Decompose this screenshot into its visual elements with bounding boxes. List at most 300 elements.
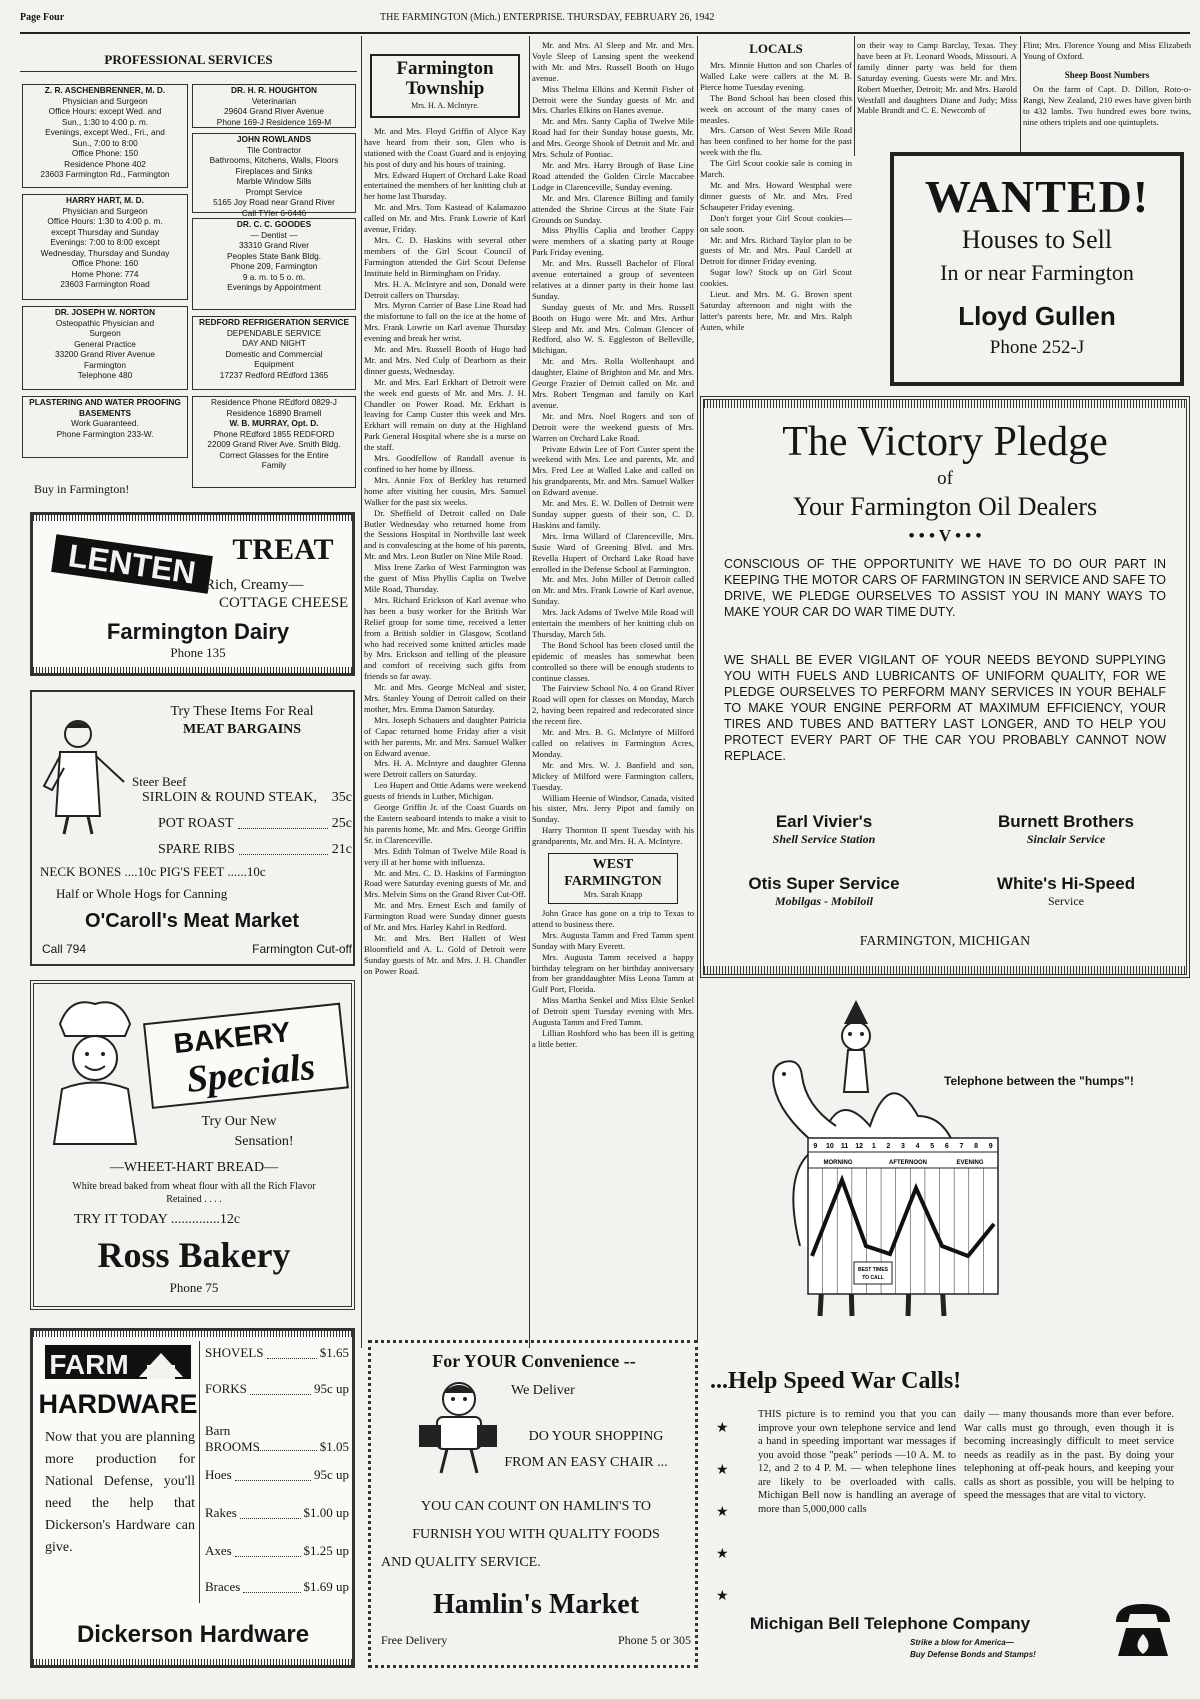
page-number: Page Four	[20, 12, 65, 23]
news-item: Mrs. Annie Fox of Berkley has returned home after visiting her cousin, Mrs. Samuel Walker for the past six weeks.	[364, 474, 526, 507]
masthead-title: THE FARMINGTON (Mich.) ENTERPRISE. THURSDAY, FEBRUARY 26, 1942	[380, 12, 715, 23]
bakery-name: Ross Bakery	[97, 1235, 291, 1275]
victory-subtitle: Your Farmington Oil Dealers	[792, 492, 1098, 521]
news-item: Flint; Mrs. Florence Young and Miss Elizabeth Young of Oxford.	[1023, 40, 1191, 61]
west-farmington-byline: Mrs. Sarah Knapp	[583, 890, 643, 900]
news-item: The Bond School has been closed this week on account of the many cases of measles.	[700, 92, 852, 125]
bakery-bread: —WHEET-HART BREAD—	[109, 1160, 279, 1175]
dealer-sub: Mobilgas - Mobiloil	[774, 894, 873, 908]
card-line: Prompt Service	[245, 186, 303, 197]
news-item: Mr. and Mrs. Earl Erkhart of Detroit were the week end guests of Mr. and Mrs. J. H. Chandler on Power Road. Mr. Erkhart is leaving for Camp Custer this week and Mrs. Erkhart will remain on duty at the Highland Park General Hospital where she is a nurse on the staff.	[364, 376, 526, 453]
card-line: 17237 Redford REdford 1365	[219, 369, 329, 380]
chart-afternoon-label: AFTERNOON	[889, 1160, 927, 1166]
news-item: Miss Thelma Elkins and Kermit Fisher of Detroit were the Sunday guests of Mr. and Mrs. Charles Elkins on Hanes avenue.	[532, 83, 694, 116]
victory-v: • • • V • • •	[908, 526, 982, 545]
news-item: Mrs. H. A. McIntyre and daughter Glenna were Detroit callers on Saturday.	[364, 758, 526, 780]
dairy-ad	[30, 512, 355, 676]
chart-hour-label: 12	[855, 1143, 864, 1150]
card-line: 33200 Grand River Avenue	[55, 349, 155, 359]
wanted-line-1: Houses to Sell	[961, 225, 1113, 254]
card-line: 23603 Farmington Rd., Farmington	[40, 169, 170, 179]
card-line: Work Guaranteed.	[71, 418, 139, 428]
bakery-phone: Phone 75	[169, 1280, 219, 1295]
news-item: Mrs. Augusta Tamm received a happy birthday telegram on her birthday anniversary from her granddaughter Miss Leona Tamm at Gulf Port, Florida.	[532, 951, 694, 995]
township-title-1: Farmington	[396, 58, 494, 79]
hamlin-count-1: YOU CAN COUNT ON HAMLIN'S TO	[420, 1499, 652, 1514]
news-item: Mr. and Mrs. Clarence Billing and family attended the Shrine Circus at the State Fair Grounds on Sunday.	[532, 192, 694, 225]
steer-beef: Steer Beef	[132, 774, 187, 789]
wanted-headline: WANTED!	[924, 171, 1150, 222]
hardware-item	[205, 1467, 349, 1485]
dealer-name: Otis Super Service	[748, 874, 900, 893]
leader-dots	[243, 1579, 300, 1593]
michigan-bell-ad	[700, 988, 1190, 1678]
item-price: 25c	[331, 816, 352, 831]
leader-dots	[258, 1450, 317, 1451]
wanted-name: Lloyd Gullen	[958, 301, 1116, 331]
locals-title: LOCALS	[749, 41, 803, 56]
card-hart	[22, 194, 188, 300]
best-times-label: TO CALL	[862, 1275, 884, 1281]
news-item: Mr. and Mrs. Floyd Griffin of Alyce Kay have heard from their son, Glen who is stationed with the Coast Guard and is enjoying his post of duty and his hours of training.	[364, 125, 526, 169]
card-line: Evenings by Appointment	[227, 282, 321, 292]
hamlin-head: For YOUR Convenience --	[432, 1351, 636, 1371]
hamlin-free-delivery: Free Delivery	[381, 1633, 448, 1647]
bell-headline: ...Help Speed War Calls!	[710, 1368, 962, 1394]
bell-stars	[716, 1408, 746, 1608]
bell-body-left: THIS picture is to remind you that you can improve your own telephone service and lend a hand in speeding important war messages if you avoid those "peak" periods —10 A. M. to 12, and 2 to 4 P. M. — when telephone lines are likely to be overloaded with calls. Michigan Bell now is handling an average of more than 5,000,000 calls	[758, 1409, 956, 1515]
leader-dots	[235, 1467, 311, 1481]
item-price: 95c up	[313, 1467, 349, 1482]
item-label: Rakes	[205, 1505, 237, 1520]
news-item: Mrs. Carson of West Seven Mile Road has been confined to her home for the past week with the flu.	[700, 125, 852, 158]
news-item: Mr. and Mrs. Tom Kastead of Kalamazoo called on Mr. and Mrs. Frank Lowrie of Karl avenue, Friday.	[364, 202, 526, 235]
specials-word: Specials	[184, 1045, 318, 1101]
card-line: 29604 Grand River Avenue	[224, 106, 324, 116]
west-farmington-title-box	[548, 853, 678, 904]
hamlin-shop-2: FROM AN EASY CHAIR ...	[504, 1455, 668, 1470]
victory-title: The Victory Pledge	[782, 419, 1108, 465]
leader-dots	[239, 842, 328, 855]
hardware-name: Dickerson Hardware	[76, 1621, 310, 1648]
card-name: PLASTERING AND WATER PROOFING BASEMENTS	[29, 397, 181, 418]
chart-hour-label: 9	[813, 1143, 818, 1150]
item-price: 35c	[331, 790, 352, 805]
card-line: Evenings, except Wed., Fri., and	[45, 127, 165, 137]
chart-hour-label: 4	[915, 1143, 920, 1150]
card-line: Phone REdford 1855 REDFORD	[213, 428, 335, 439]
news-item: Mr. and Mrs. Russell Bachelor of Floral avenue entertained a group of seventeen relatives at a dinner party in their home last Sunday.	[532, 258, 694, 301]
hardware-item	[205, 1421, 349, 1455]
sheep-title: Sheep Boost Numbers	[1064, 69, 1150, 80]
meat-call: Call 794	[42, 942, 87, 956]
news-item: Mrs. Goodfellow of Randall avenue is confined to her home by illness.	[364, 453, 526, 474]
township-byline: Mrs. H. A. McIntyre.	[411, 101, 479, 110]
chart-morning-label: MORNING	[823, 1160, 853, 1166]
star-icon: ★	[716, 1421, 729, 1436]
chart-hour-label: 11	[840, 1143, 849, 1150]
card-line: Fireplaces and Sinks	[235, 165, 313, 176]
card-line: Peoples State Bank Bldg.	[226, 250, 322, 261]
card-name: REDFORD REFRIGERATION SERVICE	[199, 317, 349, 327]
meat-hogs: Half or Whole Hogs for Canning	[56, 886, 228, 901]
hamlin-count-3: AND QUALITY SERVICE.	[381, 1555, 541, 1570]
news-item: John Grace has gone on a trip to Texas to attend to business there.	[532, 907, 694, 929]
dairy-line-1: Rich, Creamy—	[205, 577, 304, 593]
bell-telephone-caption: Telephone between the "humps"!	[944, 1074, 1134, 1088]
item-price: $1.00 up	[303, 1505, 349, 1520]
bell-strike-1: Strike a blow for America—	[910, 1638, 1014, 1647]
news-item: Miss Phyllis Caplia and brother Cappy were members of a skating party at Rouge Park Friday evening.	[532, 225, 694, 258]
hardware-item	[205, 1381, 349, 1399]
item-price: 95c up	[313, 1381, 349, 1396]
card-line: Call TYler 6-6446	[241, 207, 307, 218]
card-name: JOHN ROWLANDS	[236, 134, 312, 144]
news-item: Lillian Roshford who has been ill is getting a little better.	[532, 1027, 694, 1049]
news-item: Harry Thornton II spent Tuesday with his grandparents, Mr. and Mrs. H. A. McIntyre.	[532, 825, 694, 847]
card-line: Sun., 7:00 to 8:00	[72, 137, 138, 148]
victory-pledge-ad	[700, 396, 1190, 978]
card-line: except Thursday and Sunday	[51, 226, 159, 237]
township-column	[364, 40, 526, 1342]
news-item: William Heenie of Windsor, Canada, visited his sister, Mrs. Jerry Pipot and family on Sunday.	[532, 792, 694, 825]
professional-heading: PROFESSIONAL SERVICES	[20, 52, 357, 72]
news-item: Lieut. and Mrs. M. G. Brown spent Saturday afternoon and night with the latter's parents here, Mr. and Mrs. Ralph Auten, while	[700, 289, 852, 332]
farm-word: FARM	[49, 1349, 129, 1380]
card-line: Tile Contractor	[246, 144, 302, 155]
dealer-whites	[966, 874, 1166, 922]
card-murray	[192, 396, 356, 488]
bakery-ad	[30, 980, 355, 1310]
chart-evening-label: EVENING	[956, 1160, 984, 1166]
news-item: Mr. and Mrs. George McNeal and sister, Mrs. Stanley Young of Detroit called on their mother, Mrs. Emma Damon Saturday.	[364, 682, 526, 714]
card-line: Office Phone: 160	[71, 258, 139, 268]
victory-para-1: CONSCIOUS OF THE OPPORTUNITY WE HAVE TO DO OUR PART IN KEEPING THE MOTOR CARS OF FARMINGTON IN SERVICE AND SAFE TO DRIVE, WE PLEDGE OURSELVES TO ASSIST YOU IN MANY WAYS TO MAKE YOUR CAR DO WAR TIME DUTY.	[724, 557, 1166, 619]
news-item: on their way to Camp Barclay, Texas. They have been at Ft. Leonard Woods, Missouri. A family dinner party was held for them Saturday evening. Guests were Mr. and Mrs. Robert Muether, Detroit; Mr. and Mrs. Harold Westfall and daughters Diane and Judy; Miss Mable Brandt and C. E. Newcomb of	[857, 40, 1017, 116]
card-line: Correct Glasses for the Entire	[219, 449, 329, 460]
hamlin-name: Hamlin's Market	[432, 1589, 640, 1620]
card-line: 33310 Grand River	[238, 240, 310, 250]
bell-company: Michigan Bell Telephone Company	[749, 1614, 1031, 1633]
news-item: Mr. and Mrs. C. D. Haskins of Farmington Road were Saturday evening guests of Mr. and Mrs. Melvin Sims on the Grand River Cut-Off.	[364, 867, 526, 900]
news-item: Mr. and Mrs. Rolla Wollenhaupt and daughter, Elaine of Brighton and Mr. and Mrs. George Frazier of Detroit called on Mr. and Mrs. Robert Tengman and family on Karl avenue.	[532, 356, 694, 410]
bakery-today: TRY IT TODAY ..............12c	[74, 1212, 241, 1227]
meat-item-sirloin	[142, 790, 352, 808]
chart-hour-label: 2	[886, 1143, 891, 1150]
news-item: Mr. and Mrs. E. W. Dollen of Detroit were Sunday supper guests of their son, C. D. Haskins and family.	[532, 498, 694, 530]
card-line: Physician and Surgeon	[62, 205, 148, 216]
masthead	[0, 12, 1200, 28]
meat-item-pot-roast	[158, 816, 352, 834]
card-line: Farmington	[84, 359, 126, 370]
card-name: DR. C. C. GOODES	[236, 219, 312, 229]
card-line: Home Phone: 774	[71, 268, 139, 279]
dealer-sub: Shell Service Station	[772, 832, 876, 846]
bakery-desc: White bread baked from wheat flour with all the Rich Flavor Retained . . . .	[72, 1181, 316, 1205]
card-name: DR. JOSEPH W. NORTON	[54, 307, 156, 317]
news-item: Mr. and Mrs. Russell Booth of Hugo had Mr. and Mrs. Ned Culp of Dearborn as their dinner guests, Wednesday.	[364, 344, 526, 376]
treat-text: TREAT	[232, 533, 334, 566]
top-rule	[20, 32, 1190, 34]
hardware-item	[205, 1579, 349, 1597]
news-item: The Bond School has been closed until the epidemic of measles has somewhat been controlled so there will be enough students to continue classes.	[532, 639, 694, 683]
card-line: Residence Phone REdford 0829-J	[211, 397, 337, 407]
meat-headline-2: MEAT BARGAINS	[182, 722, 302, 737]
wanted-phone: Phone 252-J	[989, 337, 1085, 358]
column-rule	[361, 36, 362, 1348]
news-item: The Fairview School No. 4 on Grand River Road will open for classes on Monday, March 2, having been repaired and redecorated since the recent fire.	[532, 683, 694, 727]
news-item: Private Edwin Lee of Fort Custer spent the weekend with Mrs. Lee and parents, Mr. and Mrs. Fred Lee at Walled Lake and called on his grandparents, Mr. and Mrs. Samuel Walker on Edward avenue.	[532, 443, 694, 498]
card-norton	[22, 306, 188, 390]
card-line: DAY AND NIGHT	[242, 338, 306, 348]
chart-hour-label: 9	[988, 1143, 993, 1150]
west-farmington-title: WEST FARMINGTON	[564, 857, 662, 890]
news-item: Mr. and Mrs. Al Sleep and Mr. and Mrs. Voyle Sleep of Lansing spent the weekend with Mr. and Mrs. Russell Booth on Hugo avenue.	[532, 40, 694, 83]
meat-cutoff: Farmington Cut-off	[252, 942, 352, 956]
bakery-word: BAKERY	[172, 1016, 292, 1060]
dealer-name: Earl Vivier's	[775, 812, 873, 831]
chart-hour-label: 5	[930, 1143, 935, 1150]
news-item: Miss Martha Senkel and Miss Elsie Senkel of Detroit spent Tuesday evening with Mrs. Augusta Tamm and Fred Tamm.	[532, 995, 694, 1028]
lenten-text: LENTEN	[66, 537, 198, 591]
victory-of: of	[937, 468, 953, 489]
meat-name: O'Caroll's Meat Market	[84, 910, 300, 932]
item-price: $1.65	[319, 1345, 349, 1360]
news-item: Mrs. Joseph Schauers and daughter Patricia of Capac returned home Friday after a visit with her parents, Mr. and Mrs. Samuel Walker on Edward avenue.	[364, 714, 526, 758]
wanted-line-2: In or near Farmington	[940, 260, 1134, 285]
wanted-ad	[890, 152, 1184, 386]
card-line: General Practice	[74, 338, 136, 349]
card-rowlands	[192, 133, 356, 218]
news-column-5	[857, 40, 1017, 156]
meat-neck-bones: NECK BONES ....10c PIG'S FEET ......10c	[40, 864, 266, 879]
card-line: Telephone 480	[77, 370, 133, 380]
star-icon: ★	[716, 1463, 729, 1478]
column-rule	[697, 36, 698, 1341]
item-label: FORKS	[205, 1381, 247, 1396]
card-line: Residence Phone 402	[64, 158, 146, 169]
dealer-burnett	[966, 812, 1166, 860]
card-line: — Dentist —	[250, 229, 298, 240]
card-name: HARRY HART, M. D.	[66, 195, 144, 205]
news-item: Mr. and Mrs. W. J. Banfield and son, Mickey of Milford were Farmington callers, Tuesday.	[532, 759, 694, 792]
hardware-body: Now that you are planning more production for National Defense, you'll need the help that Dickerson's Hardware can give.	[45, 1430, 195, 1555]
card-line: Wednesday, Thursday and Sunday	[40, 247, 170, 258]
item-label: SPARE RIBS	[158, 842, 235, 857]
news-item: Mrs. C. D. Haskins with several other members of the Girl Scout Council of Farmington attended the Girl Scout Defense Institute held in Birmingham on Friday.	[364, 234, 526, 278]
farm-hardware-banner	[38, 1343, 198, 1423]
card-plastering	[22, 396, 188, 458]
dealer-otis	[724, 874, 924, 922]
news-item: Mr. and Mrs. Santy Caplia of Twelve Mile Road had for their Sunday house guests, Mr. and Mrs. George Shook of Detroit and Mr. and Mrs. Schulz of Pontiac.	[532, 116, 694, 160]
item-label: Barn BROOMS	[205, 1423, 260, 1454]
news-item: Leo Hupert and Ottie Adams were weekend guests of friends in Luther, Michigan.	[364, 780, 526, 802]
card-line: Office Hours: 1:30 to 4:00 p. m.	[47, 216, 163, 226]
victory-para-2: WE SHALL BE EVER VIGILANT OF YOUR NEEDS BEYOND SUPPLYING YOU WITH FUELS AND LUBRICANTS OF UNIFORM QUALITY, FOR WE PLEDGE OURSELVES TO PERFORM MANY SERVICES IN YOUR BEHALF TO MAKE YOUR ENGINE PERFORM AT MAXIMUM EFFICIENCY, YOUR TIRES AND TUBES AND BATTERY LAST LONGER, AND TO HELP YOU PROTECT EVERY PART OF THE CAR YOU PROBABLY CANNOT NOW REPLACE.	[724, 653, 1166, 763]
news-item: The Girl Scout cookie sale is coming in March.	[700, 158, 852, 180]
news-item: Mrs. Minnie Hutton and son Charles of Walled Lake were callers at the M. B. Pierce home Tuesday evening.	[700, 60, 852, 92]
card-name: DR. H. R. HOUGHTON	[230, 85, 318, 95]
township-title-box	[370, 54, 520, 118]
news-item: Sugar low? Stock up on Girl Scout cookies.	[700, 267, 852, 289]
item-label: Hoes	[205, 1467, 232, 1482]
dealer-vivier	[724, 812, 924, 860]
card-line: Osteopathic Physician and	[55, 317, 155, 328]
bakery-sensation: Sensation!	[234, 1134, 294, 1149]
card-houghton	[192, 84, 356, 128]
column-rule	[854, 36, 855, 156]
star-icon: ★	[716, 1589, 729, 1604]
card-name: Z. R. ASCHENBRENNER, M. D.	[44, 85, 166, 95]
news-column-6	[1023, 40, 1191, 156]
news-item: Mrs. H. A. McIntyre and son, Donald were Detroit callers on Thursday.	[364, 278, 526, 300]
hardware-item	[205, 1345, 349, 1363]
item-label: POT ROAST	[158, 816, 234, 831]
calling-times-chart	[808, 1138, 998, 1294]
card-line: 9 a. m. to 5 o. m.	[242, 271, 306, 282]
column-rule	[1020, 36, 1021, 156]
leader-dots	[238, 816, 328, 829]
dairy-phone: Phone 135	[170, 645, 226, 660]
card-line: 23603 Farmington Road	[60, 279, 150, 289]
hatch-border	[704, 400, 1186, 408]
hardware-item	[205, 1543, 349, 1561]
item-label: Braces	[205, 1579, 241, 1594]
item-price: 21c	[331, 842, 352, 857]
best-times-label: BEST TIMES	[857, 1267, 889, 1273]
leader-dots	[235, 1543, 301, 1557]
hatch-border	[704, 966, 1186, 974]
item-label: SIRLOIN & ROUND STEAK,	[142, 790, 317, 805]
item-label: SHOVELS	[205, 1345, 264, 1360]
meat-item-spare-ribs	[158, 842, 352, 860]
news-item: Mr. and Mrs. Harry Brough of Base Line Road attended the Golden Circle Maccabee Lodge in Clarenceville, Sunday evening.	[532, 159, 694, 192]
news-item: George Griffin Jr. of the Coast Guards on the Eastern seaboard intends to make a visit to his parents home, Mr. and Mrs. George Griffin Sr. in Clarenceville.	[364, 802, 526, 845]
dealer-name: White's Hi-Speed	[996, 874, 1136, 893]
butcher-illustration	[38, 716, 130, 836]
news-item: Mr. and Mrs. Howard Westphal were dinner guests of Mr. and Mrs. Fred Schaupeter Friday evening.	[700, 179, 852, 212]
meat-market-ad	[30, 690, 355, 966]
news-item: Mrs. Edward Hupert of Orchard Lake Road entertained the members of her knitting club at her home last Thursday.	[364, 169, 526, 202]
dealer-sub: Service	[1048, 894, 1084, 908]
hamlin-count-2: FURNISH YOU WITH QUALITY FOODS	[412, 1527, 660, 1542]
chart-hour-label: 6	[944, 1143, 949, 1150]
bakery-try: Try Our New	[201, 1114, 277, 1129]
hamlin-deliver: We Deliver	[511, 1383, 575, 1398]
news-item: Mr. and Mrs. Bert Hallett of West Bloomfield and A. L. Gold of Detroit were Sunday guests of Mr. and Mrs. J. H. Chandler on Power Road.	[364, 932, 526, 976]
card-goodes	[192, 218, 356, 310]
news-item: Mr. and Mrs. Ernest Esch and family of Farmington Road were Sunday dinner guests of Mr. and Mrs. Harley Kahrl in Redford.	[364, 900, 526, 933]
township-title-2: Township	[405, 78, 485, 99]
hamlin-ad	[368, 1340, 698, 1668]
news-item: Mrs. Edith Tolman of Twelve Mile Road is very ill at her home with influenza.	[364, 845, 526, 867]
card-line: Surgeon	[89, 328, 121, 338]
card-line: Phone 209, Farmington	[230, 261, 318, 271]
victory-city: FARMINGTON, MICHIGAN	[859, 934, 1031, 949]
card-line: Family	[261, 460, 287, 470]
item-price: $1.05	[319, 1439, 349, 1454]
news-item: Mr. and Mrs. Noel Rogers and son of Detroit were the weekend guests of Mrs. Warren on Orchard Lake Road.	[532, 410, 694, 443]
card-line: Equipment	[254, 359, 294, 369]
chart-hour-label: 10	[826, 1143, 834, 1150]
card-line: Phone Farmington 233-W.	[56, 428, 154, 439]
card-line: Office Phone: 150	[71, 148, 139, 158]
star-icon: ★	[716, 1547, 729, 1562]
news-item: Don't forget your Girl Scout cookies—on sale soon.	[700, 212, 852, 234]
card-line: Domestic and Commercial	[225, 348, 323, 359]
news-item: On the farm of Capt. D. Dillon, Roto-o-Rangi, New Zealand, 210 ewes have given birth to 432 lambs. Two hundred ewes bore twins, nine others triplets and one quintuplets.	[1023, 83, 1191, 127]
card-line: 5165 Joy Road near Grand River	[213, 197, 335, 207]
card-line: Physician and Surgeon	[62, 95, 148, 106]
news-item: Mr. and Mrs. John Miller of Detroit called on Mr. and Mrs. Frank Lowrie of Karl avenue, Sunday.	[532, 574, 694, 607]
news-item: Mr. and Mrs. B. G. McIntyre of Milford called on relatives in Farmington Acres, Monday.	[532, 727, 694, 759]
card-line: Evenings: 7:00 to 8:00 except	[50, 237, 160, 247]
card-line: Marble Window Sills	[236, 176, 312, 186]
dealer-name: Burnett Brothers	[997, 812, 1134, 831]
news-item: Mrs. Myron Carrier of Base Line Road had the misfortune to fall on the ice at the home of Mrs. Frank Lowrie on Karl avenue Thursday evening and break her wrist.	[364, 300, 526, 344]
news-item: Mrs. Irma Willard of Clarenceville, Mrs. Susie Ward of Greening Blvd. and Mrs. Revella Hupert of Orchard Lake Road have enrolled in the Defense School at Farmington.	[532, 530, 694, 574]
bell-body-right: daily — many thousands more than ever before. War calls must go through, even though it is becoming increasingly difficult to meet service needs as readily as in the past. By doing your telephoning at off-peak hours, and keeping your calls as short as possible, you will be helping to speed the messages that are vital to victory.	[964, 1409, 1174, 1501]
telephone-bell-icon	[1110, 1598, 1176, 1668]
news-column-3	[532, 40, 694, 1342]
news-item: Miss Irene Zarko of West Farmington was the guest of Miss Phyllis Caplia on Twelve Mile Road, Thursday.	[364, 562, 526, 594]
lenten-banner	[45, 533, 220, 595]
leader-dots	[250, 1381, 311, 1395]
meat-headline-1: Try These Items For Real	[170, 704, 314, 719]
item-price: $1.25 up	[303, 1543, 349, 1558]
news-item: Mrs. Richard Erickson of Karl avenue who has been a busy worker for the British War Relief group for some time, received a letter from a British soldier in Glasgow, Scotland who had received some knitted articles made by Mrs. Erickson and telling of the pleasure and comfort of receiving such gifts from friends so far away.	[364, 594, 526, 682]
card-line: Office Hours: except Wed. and	[48, 106, 162, 116]
card-redford-refrigeration	[192, 316, 356, 390]
card-line: Phone 169-J Residence 169-M	[216, 116, 332, 127]
news-item: Mrs. Jack Adams of Twelve Mile Road will entertain the members of her knitting club on Thursday, March 5th.	[532, 607, 694, 639]
bakery-specials-banner	[144, 1006, 349, 1106]
dairy-line-2: COTTAGE CHEESE	[219, 595, 349, 611]
card-line: 22009 Grand River Ave. Smith Bldg.	[207, 439, 341, 449]
news-item: Sunday guests of Mr. and Mrs. Russell Booth on Hugo were Mr. and Mrs. Arthur Sleep and Mr. and Mrs. Colman Glencer of Redford, also W. S. Eggleston of Belleville, Michigan.	[532, 301, 694, 356]
star-icon: ★	[716, 1505, 729, 1520]
hardware-item	[205, 1505, 349, 1523]
locals-column	[700, 40, 852, 332]
hardware-ad	[30, 1328, 355, 1668]
card-aschenbrenner	[22, 84, 188, 188]
hardware-divider	[199, 1341, 200, 1603]
item-label: Axes	[205, 1543, 232, 1558]
card-line: Veterinarian	[251, 95, 297, 106]
card-name: W. B. MURRAY, Opt. D.	[229, 418, 319, 428]
card-line: DEPENDABLE SERVICE	[226, 327, 322, 338]
hardware-word: HARDWARE	[38, 1389, 198, 1419]
column-rule	[529, 36, 530, 1348]
news-item: Mr. and Mrs. Richard Taylor plan to be guests of Mr. and Mrs. Paul Cardell at Detroit for dinner Friday evening.	[700, 234, 852, 267]
buy-in-farmington: Buy in Farmington!	[34, 482, 130, 496]
chart-hour-label: 1	[871, 1143, 876, 1150]
leader-dots	[267, 1345, 317, 1359]
dealer-sub: Sinclair Service	[1026, 832, 1106, 846]
news-item: Dr. Sheffield of Detroit called on Dale Butler Wednesday who returned home from the Sessions Hospital in Northville last week and is convalescing at the home of his parents, Mr. and Mrs. Leon Butler on Nine Mile Road.	[364, 507, 526, 562]
dairy-name: Farmington Dairy	[106, 619, 290, 644]
chart-hour-label: 7	[959, 1143, 964, 1150]
hamlin-phone: Phone 5 or 305	[618, 1633, 691, 1647]
card-line: Sun., 1:30 to 4:00 p. m.	[61, 116, 149, 127]
item-price: $1.69 up	[303, 1579, 349, 1594]
chart-hour-label: 3	[901, 1143, 905, 1150]
baker-illustration	[40, 994, 150, 1144]
news-item: Mrs. Augusta Tamm and Fred Tamm spent Sunday with Mary Everett.	[532, 929, 694, 951]
bell-strike-2: Buy Defense Bonds and Stamps!	[910, 1650, 1036, 1659]
card-line: Bathrooms, Kitchens, Walls, Floors	[209, 155, 339, 165]
card-line: Residence 16890 Bramell	[226, 407, 322, 418]
